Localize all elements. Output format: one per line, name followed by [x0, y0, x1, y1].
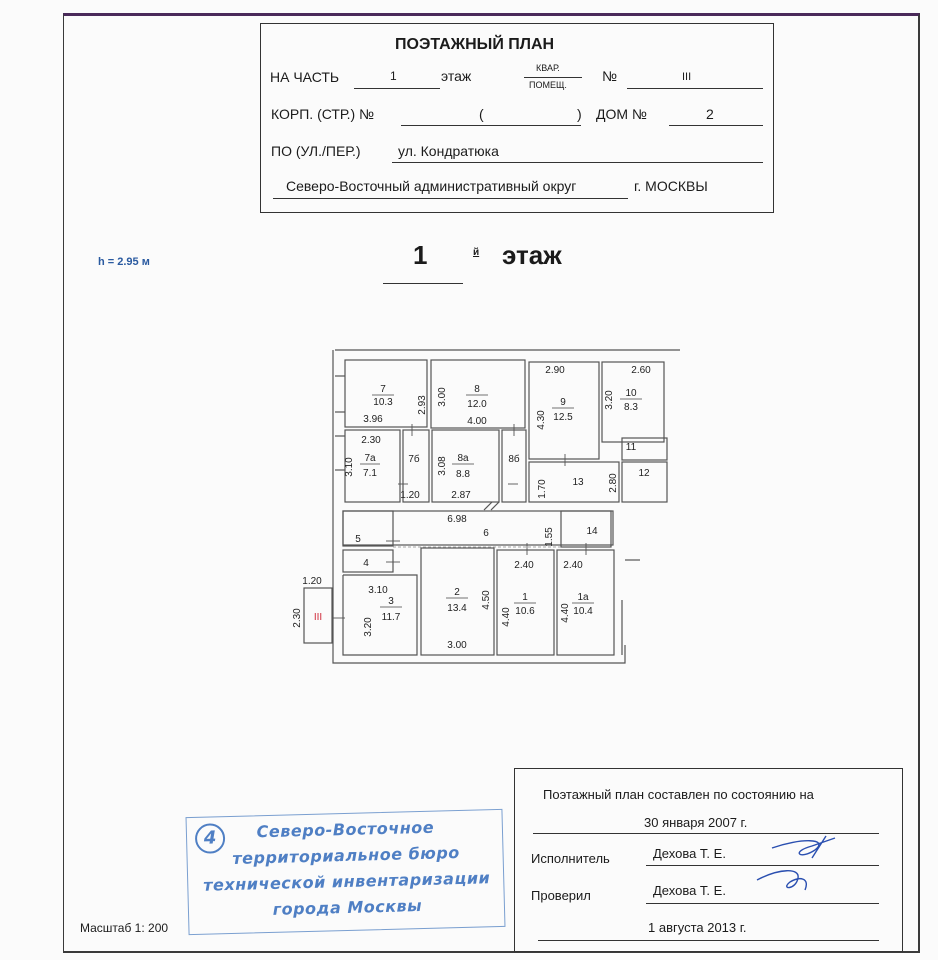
svg-text:10.3: 10.3: [373, 397, 393, 408]
executor-underline: [646, 865, 879, 866]
svg-text:9: 9: [560, 397, 566, 408]
svg-text:1.20: 1.20: [302, 576, 322, 587]
street-value: ул. Кондратюка: [398, 143, 499, 159]
part-label: НА ЧАСТЬ: [270, 69, 340, 85]
street-label: ПО (УЛ./ПЕР.): [271, 143, 361, 159]
korp-open-paren: (: [479, 106, 484, 122]
svg-text:10.4: 10.4: [573, 606, 593, 617]
svg-text:11.7: 11.7: [381, 612, 401, 623]
svg-text:4.50: 4.50: [481, 590, 492, 610]
svg-text:7б: 7б: [408, 454, 420, 465]
svg-text:3.00: 3.00: [437, 387, 448, 407]
svg-text:8: 8: [474, 384, 480, 395]
korp-label: КОРП. (СТР.) №: [271, 106, 375, 122]
svg-text:1: 1: [522, 592, 528, 603]
svg-text:10: 10: [625, 388, 637, 399]
executor-label: Исполнитель: [531, 851, 610, 866]
svg-text:2.40: 2.40: [563, 560, 583, 571]
svg-text:2.40: 2.40: [514, 560, 534, 571]
svg-text:2.60: 2.60: [631, 365, 651, 376]
svg-text:11: 11: [625, 442, 637, 453]
svg-text:3: 3: [388, 596, 394, 607]
svg-text:4: 4: [363, 558, 369, 569]
stamp-line-1: Северо-Восточное: [256, 817, 435, 842]
svg-text:6: 6: [483, 528, 489, 539]
svg-text:14: 14: [586, 526, 598, 537]
checked-name: Дехова Т. Е.: [653, 883, 726, 898]
svg-text:3.20: 3.20: [363, 617, 374, 637]
check-date: 1 августа 2013 г.: [648, 920, 747, 935]
svg-text:12.0: 12.0: [467, 399, 487, 410]
svg-text:2.90: 2.90: [545, 365, 565, 376]
pomesch-label: ПОМЕЩ.: [529, 80, 567, 90]
svg-text:12: 12: [638, 468, 650, 479]
floor-title-word: этаж: [502, 240, 562, 270]
svg-text:7а: 7а: [364, 453, 376, 464]
premises-number: III: [682, 71, 692, 83]
plan-heading: ПОЭТАЖНЫЙ ПЛАН: [395, 36, 555, 53]
state-text: Поэтажный план составлен по состоянию на: [543, 787, 814, 802]
house-number: 2: [706, 106, 714, 122]
svg-text:8.8: 8.8: [456, 469, 470, 480]
svg-text:1.70: 1.70: [537, 479, 548, 499]
svg-text:13: 13: [572, 477, 584, 488]
svg-text:8.3: 8.3: [624, 402, 638, 413]
stamp-line-3: технической инвентаризации: [203, 868, 491, 895]
svg-text:III: III: [313, 612, 323, 623]
number-sign: №: [602, 68, 618, 84]
svg-text:2.30: 2.30: [361, 435, 381, 446]
svg-text:8а: 8а: [457, 453, 469, 464]
stamp-line-2: территориальное бюро: [232, 843, 460, 868]
state-date: 30 января 2007 г.: [644, 815, 748, 830]
stamp-line-4: города Москвы: [272, 896, 423, 919]
state-date-underline: [533, 833, 879, 834]
bti-stamp: [186, 809, 506, 935]
svg-text:4.40: 4.40: [501, 607, 512, 627]
svg-text:2.93: 2.93: [417, 395, 428, 415]
executor-name: Дехова Т. Е.: [653, 846, 726, 861]
svg-text:4.40: 4.40: [560, 603, 571, 623]
svg-text:1.55: 1.55: [544, 527, 555, 547]
svg-text:3.00: 3.00: [447, 640, 467, 651]
svg-text:7.1: 7.1: [363, 468, 377, 479]
check-date-underline: [538, 940, 879, 941]
svg-text:13.4: 13.4: [447, 603, 467, 614]
checked-label: Проверил: [531, 888, 591, 903]
svg-text:10.6: 10.6: [515, 606, 535, 617]
svg-text:3.10: 3.10: [344, 457, 355, 477]
svg-text:2: 2: [454, 587, 460, 598]
svg-text:2.30: 2.30: [292, 608, 303, 628]
svg-text:3.96: 3.96: [363, 414, 383, 425]
floor-number: 1: [413, 240, 428, 270]
svg-text:4.30: 4.30: [536, 410, 547, 430]
city-label: г. МОСКВЫ: [634, 178, 708, 194]
floor-suffix: й: [473, 247, 480, 258]
svg-text:3.08: 3.08: [437, 456, 448, 476]
svg-text:3.10: 3.10: [368, 585, 388, 596]
svg-text:1а: 1а: [577, 592, 589, 603]
korp-close-paren: ): [577, 106, 582, 122]
district-value: Северо-Восточный административный округ: [286, 178, 577, 194]
room-label-7: 7: [380, 384, 386, 395]
scale-label: Масштаб 1: 200: [80, 921, 169, 935]
part-value: 1: [390, 69, 397, 83]
ceiling-height: h = 2.95 м: [98, 256, 150, 268]
svg-text:4.00: 4.00: [467, 416, 487, 427]
house-label: ДОМ №: [596, 106, 647, 122]
floor-word: этаж: [441, 68, 472, 84]
svg-text:5: 5: [355, 534, 361, 545]
checked-underline: [646, 903, 879, 904]
svg-text:1.20: 1.20: [400, 490, 420, 501]
svg-text:12.5: 12.5: [553, 412, 573, 423]
svg-text:2.87: 2.87: [451, 490, 471, 501]
stamp-number-badge: 4: [195, 823, 226, 854]
svg-text:3.20: 3.20: [604, 390, 615, 410]
svg-text:6.98: 6.98: [447, 514, 467, 525]
kvar-label: КВАР.: [536, 63, 560, 73]
svg-text:8б: 8б: [508, 454, 520, 465]
svg-text:2.80: 2.80: [608, 473, 619, 493]
